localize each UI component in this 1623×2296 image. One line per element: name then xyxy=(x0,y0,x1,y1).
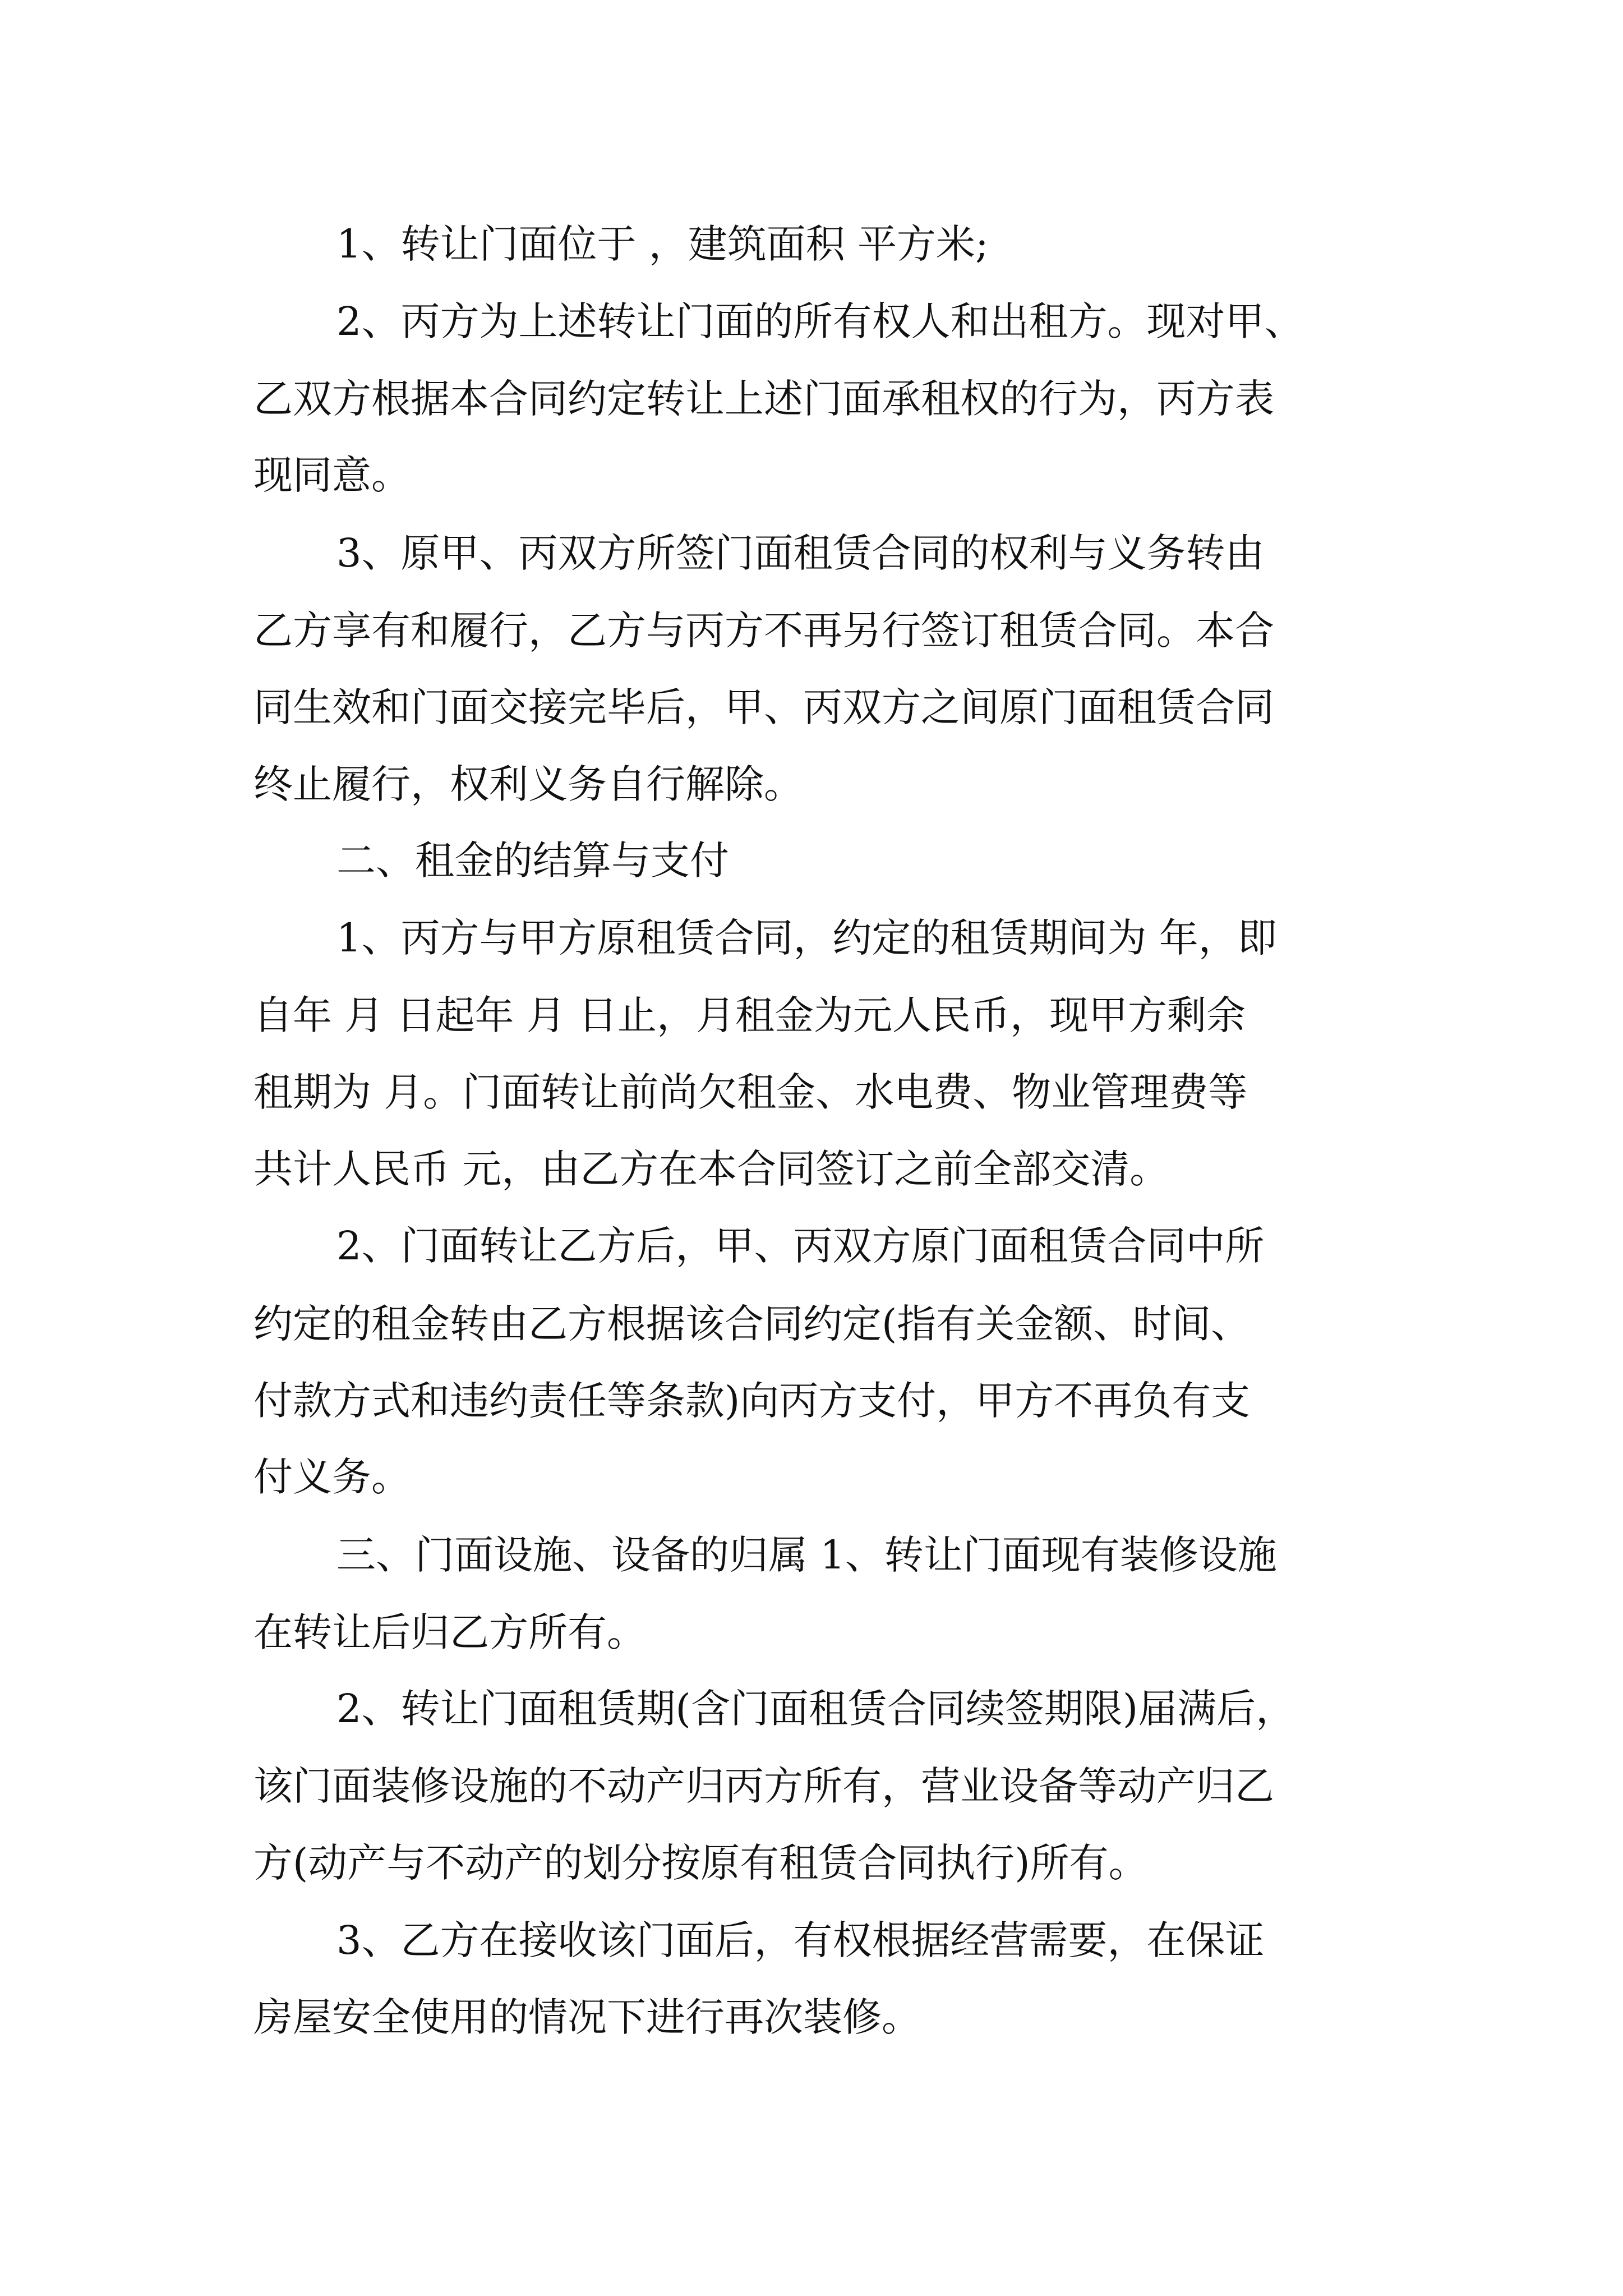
text-line: 2、门面转让乙方后，甲、丙双方原门面租赁合同中所 xyxy=(336,1223,1265,1269)
text-line: 付款方式和违约责任等条款)向丙方支付，甲方不再负有支 xyxy=(253,1378,1251,1424)
text-line: 租期为 月。门面转让前尚欠租金、水电费、物业管理费等 xyxy=(253,1069,1248,1115)
text-line: 共计人民币 元，由乙方在本合同签订之前全部交清。 xyxy=(253,1146,1169,1192)
text-line: 约定的租金转由乙方根据该合同约定(指有关金额、时间、 xyxy=(253,1301,1251,1347)
text-line: 2、丙方为上述转让门面的所有权人和出租方。现对甲、 xyxy=(336,298,1304,344)
text-line: 方(动产与不动产的划分按原有租赁合同执行)所有。 xyxy=(253,1840,1148,1886)
text-line: 自年 月 日起年 月 日止，月租金为元人民币，现甲方剩余 xyxy=(253,992,1246,1038)
text-line: 现同意。 xyxy=(253,452,411,498)
text-line: 终止履行，权利义务自行解除。 xyxy=(253,761,803,807)
text-line: 乙方享有和履行，乙方与丙方不再另行签订租赁合同。本合 xyxy=(253,608,1274,654)
text-line: 付义务。 xyxy=(253,1454,411,1500)
text-line: 该门面装修设施的不动产归丙方所有，营业设备等动产归乙 xyxy=(253,1763,1274,1809)
text-line: 房屋安全使用的情况下进行再次装修。 xyxy=(253,1994,921,2040)
text-line: 3、乙方在接收该门面后，有权根据经营需要，在保证 xyxy=(336,1917,1265,1963)
text-line: 在转让后归乙方所有。 xyxy=(253,1609,646,1655)
text-line: 乙双方根据本合同约定转让上述门面承租权的行为，丙方表 xyxy=(253,376,1274,422)
text-line: 三、门面设施、设备的归属 1、转让门面现有装修设施 xyxy=(336,1532,1277,1578)
text-line: 同生效和门面交接完毕后，甲、丙双方之间原门面租赁合同 xyxy=(253,684,1274,730)
text-line: 1、转让门面位于 ，建筑面积 平方米; xyxy=(336,221,989,267)
text-line: 3、原甲、丙双方所签门面租赁合同的权利与义务转由 xyxy=(336,530,1265,576)
text-line: 二、租金的结算与支付 xyxy=(336,838,729,884)
text-line: 2、转让门面租赁期(含门面租赁合同续签期限)届满后， xyxy=(336,1686,1295,1732)
text-line: 1、丙方与甲方原租赁合同，约定的租赁期间为 年，即 xyxy=(336,915,1277,961)
